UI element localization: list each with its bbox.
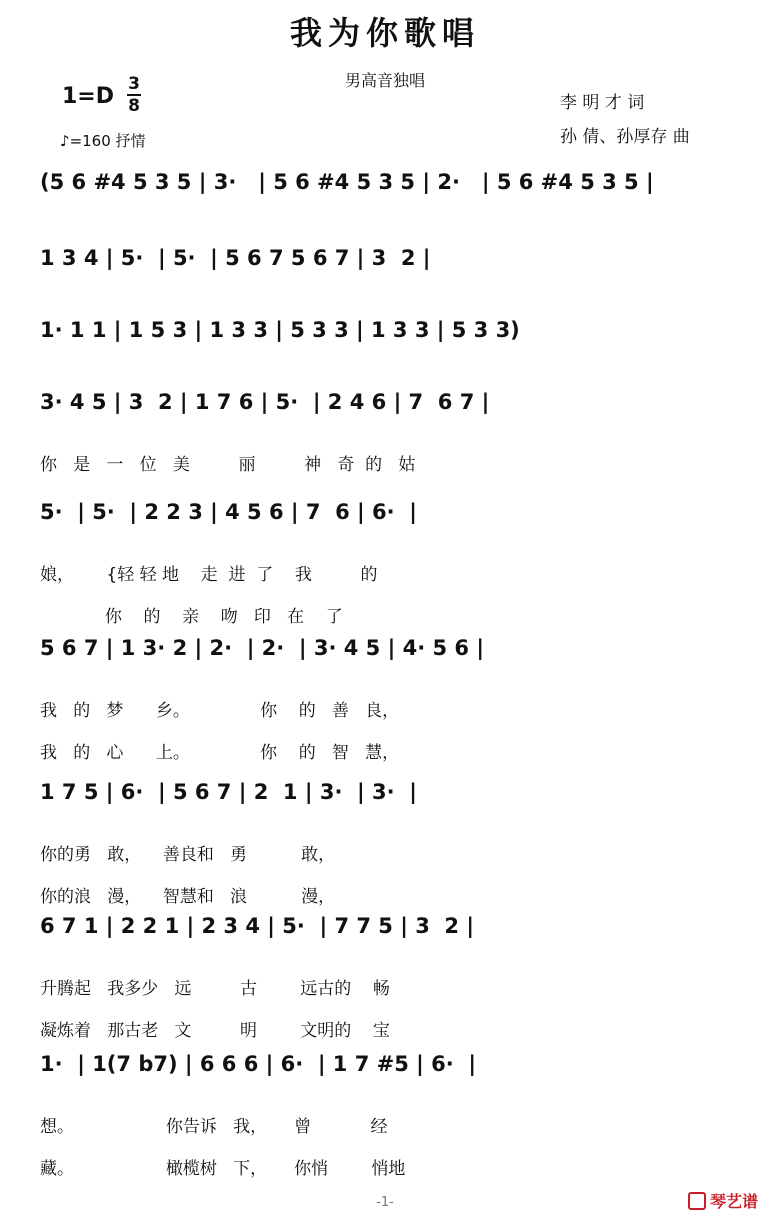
composer-credit: 孙 倩、孙厚存 曲 xyxy=(560,127,690,147)
lyric-line: 凝炼着 那古老 文 明 文明的 宝 xyxy=(40,1021,390,1041)
subtitle: 男高音独唱 xyxy=(344,71,425,90)
notation-line: 1 7 5 | 6· | 5 6 7 | 2 1 | 3· | 3· | xyxy=(40,780,417,804)
watermark-text: 琴艺谱 xyxy=(709,1192,758,1211)
lyric-line: 想。 你告诉 我， 曾 经 xyxy=(40,1117,388,1137)
lyric-line: 你 是 一 位 美 丽 神 奇 的 姑 xyxy=(40,455,416,475)
notation-line: 6 7 1 | 2 2 1 | 2 3 4 | 5· | 7 7 5 | 3 2 | xyxy=(40,914,475,938)
lyric-line: 娘， {轻 轻 地 走 进 了 我 的 xyxy=(40,565,378,585)
lyric-line: 你 的 亲 吻 印 在 了 xyxy=(40,607,343,627)
page-title: 我为你歌唱 xyxy=(289,14,480,52)
lyric-line: 升腾起 我多少 远 古 远古的 畅 xyxy=(40,979,390,999)
time-signature xyxy=(127,74,141,116)
notation-line: 1· 1 1 | 1 5 3 | 1 3 3 | 5 3 3 | 1 3 3 | 5 3 3) xyxy=(40,318,520,342)
notation-line: 5 6 7 | 1 3· 2 | 2· | 2· | 3· 4 5 | 4· 5 6 | xyxy=(40,636,485,660)
time-numerator: 3 xyxy=(128,74,140,94)
time-denominator: 8 xyxy=(128,96,140,116)
notation-line: (5 6 #4 5 3 5 | 3· | 5 6 #4 5 3 5 | 2· | 5 6 #4 5 3 5 | xyxy=(40,170,654,194)
lyric-line: 你的浪 漫， 智慧和 浪 漫， xyxy=(40,887,336,907)
notation-line: 3· 4 5 | 3 2 | 1 7 6 | 5· | 2 4 6 | 7 6 7 | xyxy=(40,390,490,414)
lyric-line: 我 的 梦 乡。 你 的 善 良， xyxy=(40,701,400,721)
notation-line: 5· | 5· | 2 2 3 | 4 5 6 | 7 6 | 6· | xyxy=(40,500,417,524)
lyric-line: 我 的 心 上。 你 的 智 慧， xyxy=(40,743,400,763)
key-signature: 1=D xyxy=(62,84,115,109)
lyricist-credit: 李 明 才 词 xyxy=(560,93,645,113)
watermark-logo xyxy=(688,1189,758,1212)
tempo-marking: ♪=160 抒情 xyxy=(60,132,146,150)
lyric-line: 藏。 橄榄树 下， 你悄 悄地 xyxy=(40,1159,406,1179)
notation-line: 1 3 4 | 5· | 5· | 5 6 7 5 6 7 | 3 2 | xyxy=(40,246,431,270)
lyric-line: 你的勇 敢， 善良和 勇 敢， xyxy=(40,845,336,865)
logo-icon xyxy=(688,1192,706,1210)
page-number: -1- xyxy=(376,1195,394,1210)
notation-line: 1· | 1(7 b7) | 6 6 6 | 6· | 1 7 #5 | 6· | xyxy=(40,1052,477,1076)
